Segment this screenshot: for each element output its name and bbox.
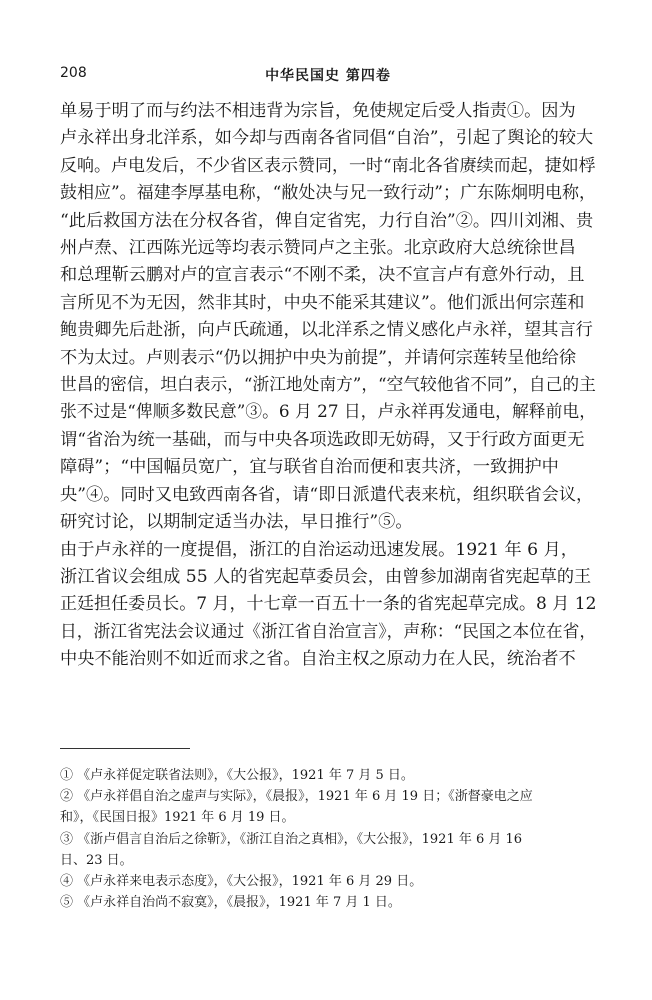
footnote-line: 日、23 日。 <box>60 852 133 868</box>
footnote-line: ④ 《卢永祥来电表示态度》，《大公报》，1921 年 6 月 29 日。 <box>60 874 423 890</box>
text-line: 鼓相应”。福建李厚基电称，“敝处决与兄一致行动”；广东陈炯明电称， <box>60 183 596 204</box>
text-line: 研究讨论，以期制定适当办法，早日推行”⑤。 <box>60 512 413 533</box>
text-line: 央”④。同时又电致西南各省，请“即日派遣代表来杭，组织联省会议， <box>60 484 594 505</box>
page-number: 208 <box>60 65 87 81</box>
footnote-line: ⑤ 《卢永祥自治尚不寂寞》，《晨报》，1921 年 7 月 1 日。 <box>60 895 401 911</box>
text-line: “此后救国方法在分权各省，俾自定省宪，力行自治”②。四川刘湘、贵 <box>60 210 594 231</box>
text-line: 中央不能治则不如近而求之省。自治主权之原动力在人民，统治者不 <box>60 649 576 670</box>
text-line: 谓“省治为统一基础，而与中央各项选政即无妨碍，又于行政方面更无 <box>60 429 585 450</box>
text-line: 世昌的密信，坦白表示，“浙江地处南方”，“空气较他省不同”，自己的主 <box>60 375 596 396</box>
footnote-line: 和》，《民国日报》1921 年 6 月 19 日。 <box>60 810 295 826</box>
footnote-line: ① 《卢永祥促定联省法则》，《大公报》，1921 年 7 月 5 日。 <box>60 768 414 783</box>
text-line: 单易于明了而与约法不相违背为宗旨，免使规定后受人指责①。因为 <box>60 101 576 121</box>
text-line: 不为太过。卢则表示“仍以拥护中央为前提”，并请何宗莲转呈他给徐 <box>60 347 577 368</box>
text-line: 卢永祥出身北洋系，如今却与西南各省同倡“自治”，引起了舆论的较大 <box>60 128 594 149</box>
footnote-line: ③ 《浙卢倡言自治后之徐靳》，《浙江自治之真相》，《大公报》，1921 年 6 月 16 <box>60 831 523 847</box>
text-line: 障碍”；“中国幅员宽广，宜与联省自治而便和衷共济，一致拥护中 <box>60 457 559 478</box>
text-line: 正廷担任委员长。7 月，十七章一百五十一条的省宪起草完成。8 月 12 <box>60 594 597 615</box>
body-text <box>60 98 596 674</box>
footnote-line: ② 《卢永祥倡自治之虚声与实际》，《晨报》，1921 年 6 月 19 日；《浙督豪电之应 <box>60 789 533 805</box>
text-line: 言所见不为无因，然非其时，中央不能采其建议”。他们派出何宗莲和 <box>60 292 585 313</box>
text-line: 张不过是“俾顺多数民意”③。6 月 27 日，卢永祥再发通电，解释前电， <box>60 402 597 423</box>
running-title: 中华民国史 第四卷 <box>265 68 391 84</box>
text-line: 和总理靳云鹏对卢的宣言表示“不刚不柔，决不宣言卢有意外行动，且 <box>60 265 585 286</box>
text-line: 鲍贵卿先后赴浙，向卢氏疏通，以北洋系之情义感化卢永祥，望其言行 <box>60 320 593 341</box>
text-line: 州卢焘、江西陈光远等均表示赞同卢之主张。北京政府大总统徐世昌 <box>60 238 576 259</box>
footnotes <box>60 765 596 913</box>
text-line: 日，浙江省宪法会议通过《浙江省自治宣言》，声称：“民国之本位在省， <box>60 621 597 642</box>
text-line: 反响。卢电发后，不少省区表示赞同，一时“南北各省赓续而起，捷如桴 <box>60 155 596 176</box>
footnote-divider <box>60 748 190 749</box>
text-line: 由于卢永祥的一度提倡，浙江的自治运动迅速发展。1921 年 6 月， <box>60 539 578 560</box>
text-line: 浙江省议会组成 55 人的省宪起草委员会，由曾参加湖南省宪起草的王 <box>60 566 592 587</box>
page-header <box>60 65 596 87</box>
